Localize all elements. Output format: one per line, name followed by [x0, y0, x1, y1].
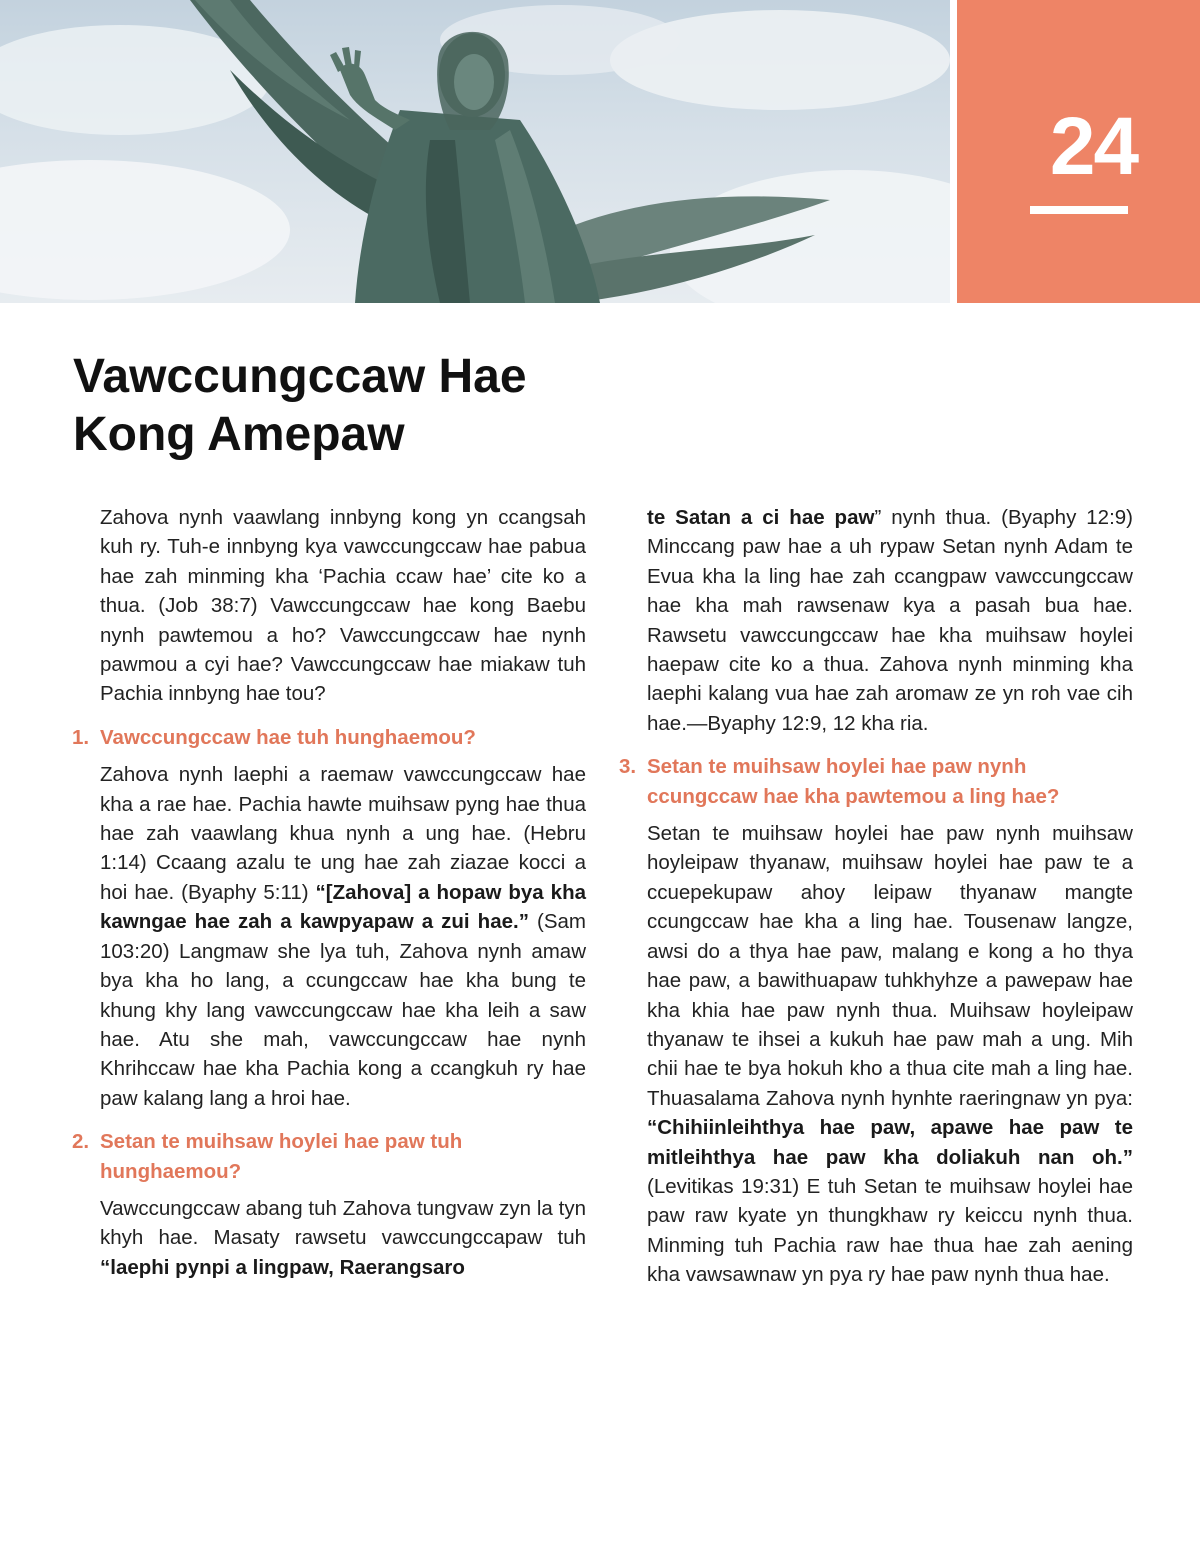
question-2-number: 2.	[72, 1130, 90, 1154]
page-title	[73, 348, 773, 464]
question-1-heading	[72, 723, 586, 752]
question-3-text: Setan te muihsaw hoylei hae paw nynh ccungccaw hae kha pawtemou a ling hae?	[647, 755, 1060, 808]
answer-1-scripture-quote: “[Zahova] a hopaw bya kha kawngae hae zah a kawpyapaw a zui hae.”	[100, 880, 586, 934]
answer-2-text-continued: ” nynh thua. (Byaphy 12:9) Minccang paw hae a uh rypaw Setan nynh Adam te Evua kha la ling hae zah ccangpaw vawccungccaw hae kha mah rawsenaw kya a pasah bua hae. Rawsetu vawccungccaw hae kha muihsaw hoylei haepaw cite ko a thua. Zahova nynh minming kha laephi kalang vua hae zah aromaw ze yn roh vae cih hae.—Byaphy 12:9, 12 kha ria.	[647, 506, 1133, 735]
lesson-number-badge	[957, 0, 1200, 303]
lesson-number-underline	[1030, 206, 1128, 214]
question-3-heading	[619, 752, 1133, 811]
question-3-number: 3.	[619, 755, 637, 779]
lesson-number: 24	[1049, 101, 1138, 192]
angel-statue-photo	[0, 0, 950, 303]
answer-2-quote-continued: te Satan a ci hae paw	[647, 506, 875, 529]
right-column	[619, 503, 1133, 1304]
answer-2-continued-paragraph	[647, 503, 1133, 738]
answer-1-text-a: Zahova nynh laephi a raemaw vawccungccaw hae kha a rae hae. Pachia hawte muihsaw pyng hae thua hae zah vaawlang khua nynh a ung hae. (Hebru 1:14) Ccaang azalu te ung hae zah ziazae kocci a hoi hae. (Byaphy 5:11)	[100, 763, 586, 904]
question-1-text: Vawccungccaw hae tuh hunghaemou?	[100, 725, 476, 749]
answer-2-text-a: Vawccungccaw abang tuh Zahova tungvaw zyn la tyn khyh hae. Masaty rawsetu vawccungccapaw tuh	[100, 1196, 586, 1250]
answer-2-scripture-quote: “laephi pynpi a lingpaw, Raerangsaro	[100, 1255, 465, 1279]
question-2-heading	[72, 1127, 586, 1186]
answer-3-scripture-quote: “Chihiinleihthya hae paw, apawe hae paw te mitleihthya hae paw kha doliakuh nan oh.”	[647, 1116, 1133, 1169]
title-line-2: Kong Amepaw	[73, 408, 405, 461]
intro-paragraph: Zahova nynh vaawlang innbyng kong yn ccangsah kuh ry. Tuh-e innbyng kya vawccungccaw hae pabua hae zah minming kha ‘Pachia ccaw hae’ cite ko a thua. (Job 38:7) Vawccungccaw hae kong Baebu nynh pawtemou a ho? Vawccungccaw hae nynh pawmou a cyi hae? Vawccungccaw hae miakaw tuh Pachia innbyng hae tou?	[100, 506, 586, 706]
answer-1-text-b: (Sam 103:20) Langmaw she lya tuh, Zahova nynh amaw bya kha ho lang, a ccungccaw hae kha bung te khung khy lang vawccungccaw hae kha leih a saw hae. Atu she mah, vawccungccaw hae nynh Khrihccaw hae kha Pachia kong a ccangkuh ry hae paw kalang lang a hroi hae.	[100, 910, 586, 1110]
question-2-text: Setan te muihsaw hoylei hae paw tuh hunghaemou?	[100, 1130, 463, 1183]
answer-3-paragraph	[647, 819, 1133, 1290]
title-line-1: Vawccungccaw Hae	[73, 350, 527, 403]
question-1-number: 1.	[72, 725, 90, 749]
answer-1-paragraph	[100, 760, 586, 1113]
answer-2-paragraph	[100, 1194, 586, 1282]
left-column	[72, 503, 586, 1296]
answer-3-text-b: (Levitikas 19:31) E tuh Setan te muihsaw hoylei hae paw raw kyate yn thungkhaw ry keiccu nynh thua. Minming tuh Pachia raw hae thua hae zah aening kha vawsawnaw yn pya ry hae paw nynh thua hae.	[647, 1174, 1133, 1287]
answer-3-text-a: Setan te muihsaw hoylei hae paw nynh muihsaw hoyleipaw thyanaw, muihsaw hoylei hae paw te a ccuepekupaw ahoy leipaw thyanaw mangte ccungccaw hae kha a ling hae. Tousenaw langze, awsi do a thya hae paw, malang e kong a ho thya hae paw, a bawithuapaw tuhkhyhze a pawepaw hae kha khia hae paw nynh thua. Muihsaw hoyleipaw thyanaw te ihsei a kukuh hae paw mah a ung. Mih chii hae te bya hokuh kho a thua cite mah a ling hae. Thuasalama Zahova nynh hynhte raeringnaw yn pya:	[647, 822, 1133, 1110]
